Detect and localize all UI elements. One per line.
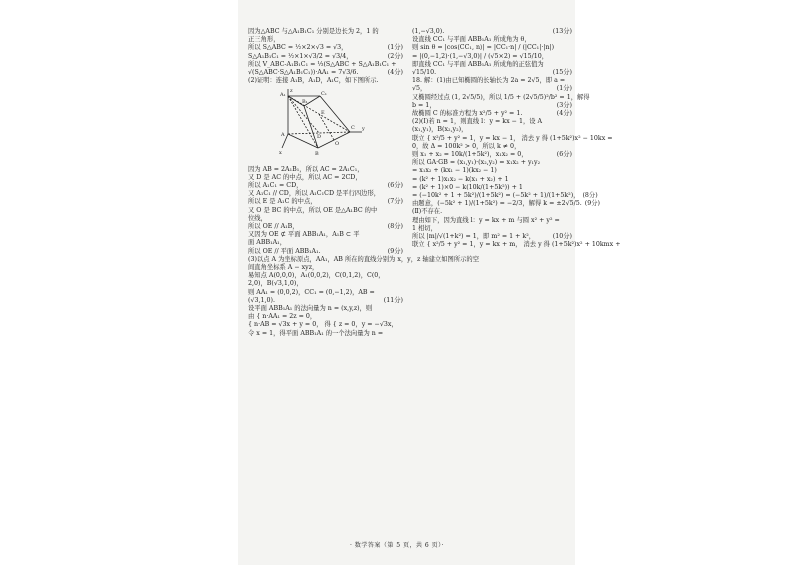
line-text: (3)以点 A 为坐标原点，AA₁，AB 所在的直线分别为 x，y，z 轴建立如图所示的空 [248,255,480,263]
line [412,93,590,102]
line-text: (x₁,y₁)，B(x₂,y₂)， [412,126,468,134]
line-score: (4分) [387,69,403,77]
line [248,61,403,69]
line-text: 设平面 ABB₁A₁ 的法向量为 n = (x,y,z)，则 [248,305,373,313]
label-c: C [351,125,355,132]
line-score: (3分) [556,101,572,109]
line-score: (8分) [582,192,598,200]
line [248,272,403,280]
line [248,321,403,329]
line [412,77,572,85]
line [412,126,572,134]
line [412,110,572,118]
line-score [569,217,572,225]
line-text: 由题意，(−5k² + 1)/(1+5k²) = −2/3，解得 k = ±2√5/5. [412,200,582,208]
line-score: (10分) [552,233,572,241]
line-score [569,36,572,44]
geometry-figure [278,88,368,158]
label-b: B [315,151,319,158]
label-z: z [290,88,293,95]
line-text: 所以 GA·GB = (x₁,y₁)·(x₂,y₂) = x₁x₂ + y₁y₂ [412,159,541,167]
label-d: D [317,134,322,141]
line-text: = (−10k² + 1 + 5k²)/(1+5k²) = (−5k² + 1)/(1+5k²)， [412,192,580,200]
line-score [400,61,403,69]
line-score [400,264,403,272]
line-score: (11分) [383,296,403,304]
line-score [400,330,403,338]
line-score [569,53,572,61]
line-text: 易知点 A(0,0,0)，A₁(0,0,2)，C(0,1,2)，C(0， [248,272,385,280]
line [412,176,572,184]
line [412,44,572,52]
line-score [569,184,572,192]
line-text: 所以 OE // 平面 ABB₁A₁. [248,247,321,255]
line [412,208,572,216]
label-a1: A₁ [280,92,286,99]
line [248,289,403,297]
line-text: (2)证明：连接 A₁B，A₁D，A₁C，如下图所示. [248,77,379,85]
line-text: = |(0,−1,2)·(1,−√3,0)| / (√5×2) = √15/10， [412,52,549,60]
line-text: 又 D 是 AC 的中点，所以 AC = 2CD， [248,173,362,181]
line-text: { n·AB = √3x + y = 0， 得 { z = 0，y = −√3x， [248,321,398,329]
line-text: 所以 |m|/√(1+k²) = 1，即 m² = 1 + k²， [412,233,536,241]
line-score: (15分) [552,69,572,77]
line-text: 因为△ABC 与△A₁B₁C₁ 分别是边长为 2，1 的 [248,28,379,35]
line [412,184,572,192]
line-score [613,135,616,143]
line-score [569,118,572,126]
line [248,44,403,52]
line-score: (1分) [556,85,572,93]
line-score [400,313,403,321]
line [412,53,572,61]
edge-o-e [319,114,334,140]
line-text: √15/10. [412,69,437,77]
line-text: 0，故 Δ = 100k² > 0，所以 k ≠ 0， [412,142,521,150]
line-score: (9分) [584,200,600,208]
line-text: 即直线 CC₁ 与平面 ABB₁A₁ 所成角的正弦值为 [412,60,544,68]
line [412,217,572,225]
line-score [400,272,403,280]
line-text: 令 x = 1，得平面 ABB₁A₁ 的一个法向量为 n = [248,329,384,337]
line-score [569,44,572,52]
line-text: 2,0)，B(√3,1,0)， [248,280,303,288]
line-text: 则 AA₁ = (0,0,2)，CC₁ = (0,−1,2)，AB = [248,288,375,296]
line-score: (6分) [387,182,403,190]
line [248,248,403,256]
line-score [569,176,572,184]
label-b1: B₁ [302,99,308,106]
line [248,207,403,215]
line-text: 所以 S△ABC = ½×2×√3 = √3， [248,44,348,52]
line-score [400,77,403,85]
line [248,255,480,264]
line-text: 理由如下，因为直线 l：y = kx + m 与圆 x² + y² = [412,216,560,224]
line-text: S△A₁B₁C₁ = ½×1×√3/2 = √3/4， [248,52,353,60]
line-text: 联立 { x²/5 + y² = 1，y = kx − 1， 消去 y 得 (1+5k²)x² − 10kx = [412,134,613,142]
line-text: 18. 解：(1)由已知椭圆的长轴长为 2a = 2√5，即 a = [412,77,566,85]
line [248,174,403,182]
line-text: 因为 AB = 2A₁B₁，所以 AC = 2A₁C₁， [248,165,364,173]
line-score [400,215,403,223]
line-text: √5， [412,85,427,93]
line-text: (1,−√3,0). [412,28,445,35]
line [248,182,403,190]
label-e: E [321,110,325,117]
line-text: 则 x₁ + x₂ = 10k/(1+5k²)，x₁x₂ = 0， [412,151,528,159]
line [412,102,572,110]
line-score [400,289,403,297]
line-score [569,126,572,134]
line-score [400,207,403,215]
line-text: 1 相切， [412,224,437,232]
line [248,69,403,77]
line-text: 则 sin θ = |cos⟨CC₁, n⟩| = |CC₁·n| / (|CC₁|·|n|) [412,44,555,52]
page-footer: · 数学答案（第 5 页，共 6 页）· [350,542,444,549]
line [248,239,403,247]
line-score [479,256,482,264]
line-score [620,241,623,249]
line-text: √(S△ABC·S△A₁B₁C₁))·AA₁ = 7√3/6. [248,69,359,77]
line-text: (2)(Ⅰ)若 n = 1，则直线 l：y = kx − 1，设 A [412,118,543,126]
line-score [569,225,572,233]
line [412,159,572,167]
line-text: 联立 { x²/5 + y² = 1，y = kx + m， 消去 y 得 (1+5k²)x² + 10kmx + [412,241,621,249]
line-score: (1分) [387,44,403,52]
line-text: 又 O 是 BC 的中点，所以 OE 是△A₁BC 的中 [248,206,378,214]
line-text: 所以 OE // A₁B， [248,223,299,231]
line-text: 又 A₁C₁ // CD，所以 A₁C₁CD 是平行四边形， [248,190,381,198]
line-text: = x₁x₂ + (kx₁ − 1)(kx₂ − 1) [412,167,497,175]
line-score: (7分) [387,198,403,206]
line-text: 间直角坐标系 A − xyz， [248,264,319,272]
line-score: (4分) [556,110,572,118]
line-text: 又椭圆经过点 (1, 2√5/5)，所以 1/5 + (2√5/5)²/b² = 1，解得 [412,93,590,101]
line [412,225,572,233]
line-text: = (k² + 1)×0 − k(10k/(1+5k²)) + 1 [412,183,523,191]
line-score [590,94,593,102]
label-x: x [279,150,282,157]
line-score [400,28,403,36]
line-text: (√3,1,0). [248,296,275,304]
line [248,166,403,174]
line [412,118,572,126]
line-score [400,305,403,313]
line-text: 所以 A₁C₁ = CD， [248,182,303,190]
line [412,134,613,143]
line [248,198,403,206]
line [412,61,572,69]
line-score: (6分) [556,151,572,159]
edge-a-b [288,134,318,148]
line-score [569,143,572,151]
line-text: 所以 V_ABC-A₁B₁C₁ = ⅓(S△ABC + S△A₁B₁C₁ + [248,60,397,68]
line-text: (Ⅱ)不存在. [412,208,443,216]
line-score: (9分) [387,247,403,255]
line [248,280,403,288]
line-score [569,159,572,167]
line-text: 位线， [248,214,267,222]
line [248,215,403,223]
line-score [569,167,572,175]
line [248,330,403,338]
line-text: 正三角形， [248,36,280,44]
line [412,143,572,151]
line-score [569,61,572,69]
line [248,297,403,305]
line-score: (8分) [387,223,403,231]
label-a: A [281,132,285,139]
line-text: 故椭圆 C 的标准方程为 x²/5 + y² = 1. [412,110,523,118]
line-score [400,239,403,247]
line-score: (13分) [552,28,572,35]
line [412,167,572,175]
line [412,241,621,249]
line-text: 面 ABB₁A₁， [248,239,286,247]
line [412,28,572,36]
line [248,53,403,61]
line-score [400,280,403,288]
line-text: 又因为 OE ⊄ 平面 ABB₁A₁，A₁B ⊂ 平 [248,231,360,239]
label-c1: C₁ [321,91,327,98]
line [248,77,403,85]
line-text: 设直线 CC₁ 与平面 ABB₁A₁ 所成角为 θ， [412,36,531,44]
line-text: b = 1， [412,101,436,109]
line [248,28,403,36]
label-y: y [362,126,365,133]
label-o: O [335,141,340,148]
line-score: (2分) [387,52,403,60]
line-score [400,174,403,182]
edge-a1-c [288,96,350,132]
line [412,69,572,77]
line-score [400,231,403,239]
line-text: 所以 E 是 A₁C 的中点， [248,198,317,206]
line-score [569,208,572,216]
line-score [400,166,403,174]
line-text: = (k² + 1)x₁x₂ − k(x₁ + x₂) + 1 [412,175,509,183]
line-score [400,321,403,329]
line [412,85,572,93]
line-text: 由 { n·AA₁ = 2z = 0， [248,313,317,321]
right-column [412,28,621,249]
